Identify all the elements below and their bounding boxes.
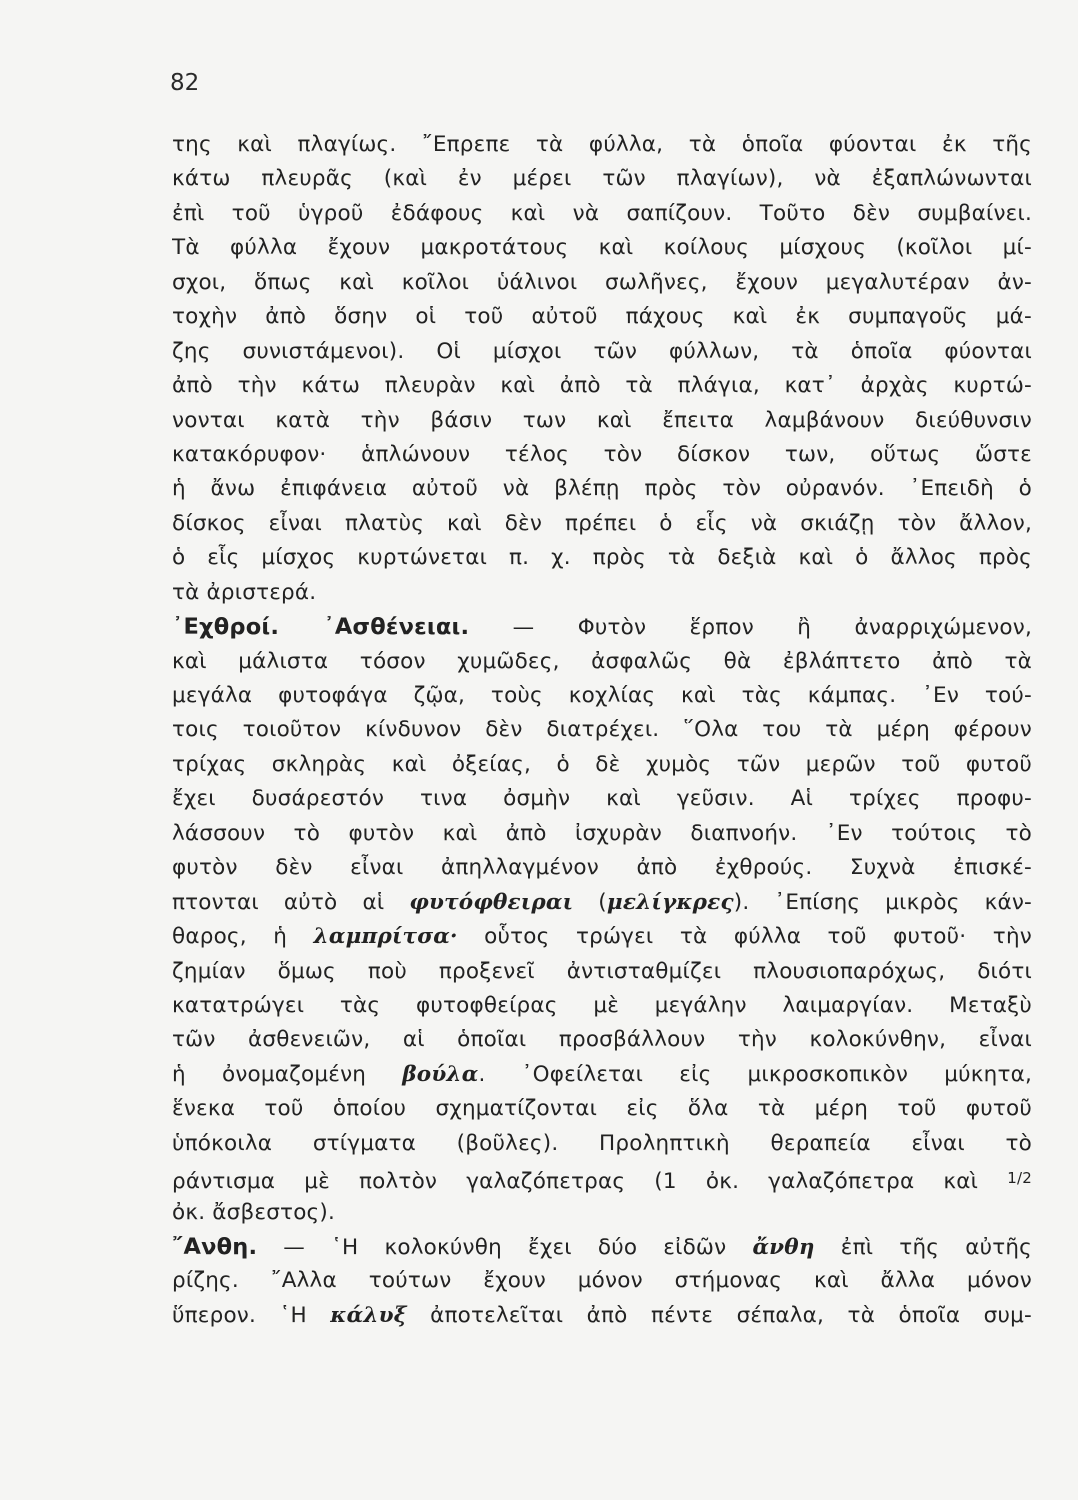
text-span: ἐπὶ τῆς αὐτῆς: [814, 1235, 1032, 1260]
section-heading-enemies: ᾿Εχθροί. ᾿Ασθένειαι.: [172, 614, 470, 641]
text-span: ὁ εἷς μίσχος κυρτώνεται π. χ. πρὸς τὰ δεξιὰ καὶ ὁ ἄλλος πρὸς: [172, 545, 1032, 571]
term-voula: βούλα: [402, 1061, 479, 1087]
text-line: [172, 920, 1032, 954]
text-line: [172, 335, 1032, 369]
text-line: [172, 300, 1032, 334]
text-line: [172, 1058, 1032, 1092]
text-span: ὑπόκοιλα στίγματα (βοῦλες). Προληπτικὴ θεραπεία εἶναι τὸ: [172, 1130, 1032, 1156]
section-line-flowers: [172, 1230, 1032, 1264]
text-line: [172, 955, 1032, 989]
text-line: [172, 541, 1032, 575]
text-span: ἀποτελεῖται ἀπὸ πέντε σέπαλα, τὰ ὁποῖα συμ-: [406, 1302, 1032, 1328]
text-span: ζημίαν ὅμως ποὺ προξενεῖ ἀντισταθμίζει πλουσιοπαρόχως, διότι: [172, 958, 1032, 984]
text-line: [172, 438, 1032, 472]
text-line: [172, 128, 1032, 162]
text-span: ὕπερον. ῾Η: [172, 1302, 331, 1328]
text-line: [172, 1092, 1032, 1126]
text-span: της καὶ πλαγίως. ῎Επρεπε τὰ φύλλα, τὰ ὁποῖα φύονται ἐκ τῆς: [172, 132, 1032, 157]
text-line: [172, 1264, 1032, 1298]
text-span: λάσσουν τὸ φυτὸν καὶ ἀπὸ ἰσχυρὰν διαπνοήν. ᾿Εν τούτοις τὸ: [172, 820, 1032, 846]
text-line: [172, 713, 1032, 747]
text-span: τῶν ἀσθενειῶν, αἱ ὁποῖαι προσβάλλουν τὴν κολοκύνθην, εἶναι: [172, 1027, 1032, 1053]
text-span: ἀπὸ τὴν κάτω πλευρὰν καὶ ἀπὸ τὰ πλάγια, κατ᾽ ἀρχὰς κυρτώ-: [172, 373, 1032, 399]
text-span: Τὰ φύλλα ἔχουν μακροτάτους καὶ κοίλους μίσχους (κοῖλοι μί-: [172, 235, 1032, 261]
text-span: ρίζης. ῎Αλλα τούτων ἔχουν μόνον στήμονας καὶ ἄλλα μόνον: [172, 1268, 1032, 1294]
text-line: [172, 162, 1032, 196]
text-span: ἕνεκα τοῦ ὁποίου σχηματίζονται εἰς ὅλα τὰ μέρη τοῦ φυτοῦ: [172, 1096, 1032, 1122]
text-span: καὶ μάλιστα τόσον χυμῶδες, ἀσφαλῶς θὰ ἐβλάπτετο ἀπὸ τὰ: [172, 648, 1032, 674]
text-line: [172, 817, 1032, 851]
text-span: τρίχας σκληρὰς καὶ ὀξείας, ὁ δὲ χυμὸς τῶν μερῶν τοῦ φυτοῦ: [172, 751, 1032, 777]
text-line: [172, 404, 1032, 438]
text-line: [172, 645, 1032, 679]
text-line: [172, 197, 1032, 231]
text-span: θαρος, ἡ: [172, 924, 314, 950]
text-span: . ᾿Οφείλεται εἰς μικροσκοπικὸν μύκητα,: [478, 1061, 1032, 1087]
text-span: ἡ ἄνω ἐπιφάνεια αὐτοῦ νὰ βλέπῃ πρὸς τὸν οὐρανόν. ᾿Επειδὴ ὁ: [172, 476, 1032, 502]
text-span: οὗτος τρώγει τὰ φύλλα τοῦ φυτοῦ· τὴν: [457, 924, 1032, 950]
text-line: [172, 1127, 1032, 1161]
text-span: κάτω πλευρᾶς (καὶ ἐν μέρει τῶν πλαγίων), νὰ ἐξαπλώνωνται: [172, 166, 1032, 192]
text-line: [172, 782, 1032, 816]
text-line: [172, 748, 1032, 782]
text-line: [172, 266, 1032, 300]
text-line: [172, 369, 1032, 403]
text-line: [172, 679, 1032, 713]
text-span: φυτὸν δὲν εἶναι ἀπηλλαγμένον ἀπὸ ἐχθρούς. Συχνὰ ἐπισκέ-: [172, 855, 1032, 881]
term-kalyx: κάλυξ: [330, 1302, 407, 1328]
term-lamprits: λαμπρίτσα·: [313, 924, 458, 950]
text-line: [172, 1161, 1032, 1195]
text-line: [172, 507, 1032, 541]
text-span: μεγάλα φυτοφάγα ζῷα, τοὺς κοχλίας καὶ τὰς κάμπας. ᾿Εν τού-: [172, 683, 1032, 708]
text-span: τὰ ἀριστερά.: [172, 579, 317, 605]
text-line: [172, 472, 1032, 506]
term-fytofteires: φυτόφθειραι: [409, 889, 574, 915]
body-text: [172, 128, 1032, 1333]
text-span: (: [573, 889, 607, 915]
fraction-half: 1/2: [1007, 1169, 1032, 1188]
text-span: νονται κατὰ τὴν βάσιν των καὶ ἔπειτα λαμβάνουν διεύθυνσιν: [172, 407, 1032, 433]
text-span: — Φυτὸν ἕρπον ἢ ἀναρριχώμενον,: [469, 615, 1032, 641]
text-span: κατατρώγει τὰς φυτοφθείρας μὲ μεγάλην λαιμαργίαν. Μεταξὺ: [172, 992, 1032, 1018]
text-span: — ῾Η κολοκύνθη ἔχει δύο εἰδῶν: [257, 1235, 753, 1260]
section-heading-flowers: ῎Ανθη.: [172, 1234, 258, 1260]
page-number: 82: [170, 70, 200, 96]
text-line: [172, 1023, 1032, 1057]
text-line: [172, 1196, 1032, 1230]
text-span: ἡ ὀνομαζομένη: [172, 1061, 403, 1087]
text-line: [172, 576, 1032, 610]
text-span: πτονται αὐτὸ αἱ: [172, 889, 410, 915]
text-span: σχοι, ὅπως καὶ κοῖλοι ὑάλινοι σωλῆνες, ἔχουν μεγαλυτέραν ἀν-: [172, 269, 1032, 295]
text-span: τοις τοιοῦτον κίνδυνον δὲν διατρέχει. ῞Ολα του τὰ μέρη φέρουν: [172, 717, 1032, 743]
text-line: [172, 851, 1032, 885]
text-line: [172, 231, 1032, 265]
text-line: [172, 886, 1032, 920]
term-anthi: ἄνθη: [752, 1235, 815, 1260]
text-line: [172, 989, 1032, 1023]
text-span: ὀκ. ἄσβεστος).: [172, 1199, 336, 1225]
section-line-enemies: [172, 610, 1032, 644]
text-span: ἔχει δυσάρεστόν τινα ὀσμὴν καὶ γεῦσιν. Αἱ τρίχες προφυ-: [172, 786, 1032, 812]
text-span: ζης συνιστάμενοι). Οἱ μίσχοι τῶν φύλλων, τὰ ὁποῖα φύονται: [172, 338, 1032, 364]
term-meligkres: μελίγκρες: [606, 889, 734, 915]
text-span: τοχὴν ἀπὸ ὅσην οἱ τοῦ αὐτοῦ πάχους καὶ ἐκ συμπαγοῦς μά-: [172, 304, 1032, 330]
text-line: [172, 1299, 1032, 1333]
text-span: δίσκος εἶναι πλατὺς καὶ δὲν πρέπει ὁ εἷς νὰ σκιάζῃ τὸν ἄλλον,: [172, 510, 1032, 536]
text-span: ράντισμα μὲ πολτὸν γαλαζόπετρας (1 ὀκ. γαλαζόπετρα καὶ: [172, 1169, 1008, 1195]
text-span: ). ᾿Επίσης μικρὸς κάν-: [733, 889, 1032, 915]
text-span: κατακόρυφον· ἁπλώνουν τέλος τὸν δίσκον των, οὕτως ὥστε: [172, 441, 1032, 467]
text-span: ἐπὶ τοῦ ὑγροῦ ἐδάφους καὶ νὰ σαπίζουν. Τοῦτο δὲν συμβαίνει.: [172, 200, 1032, 226]
